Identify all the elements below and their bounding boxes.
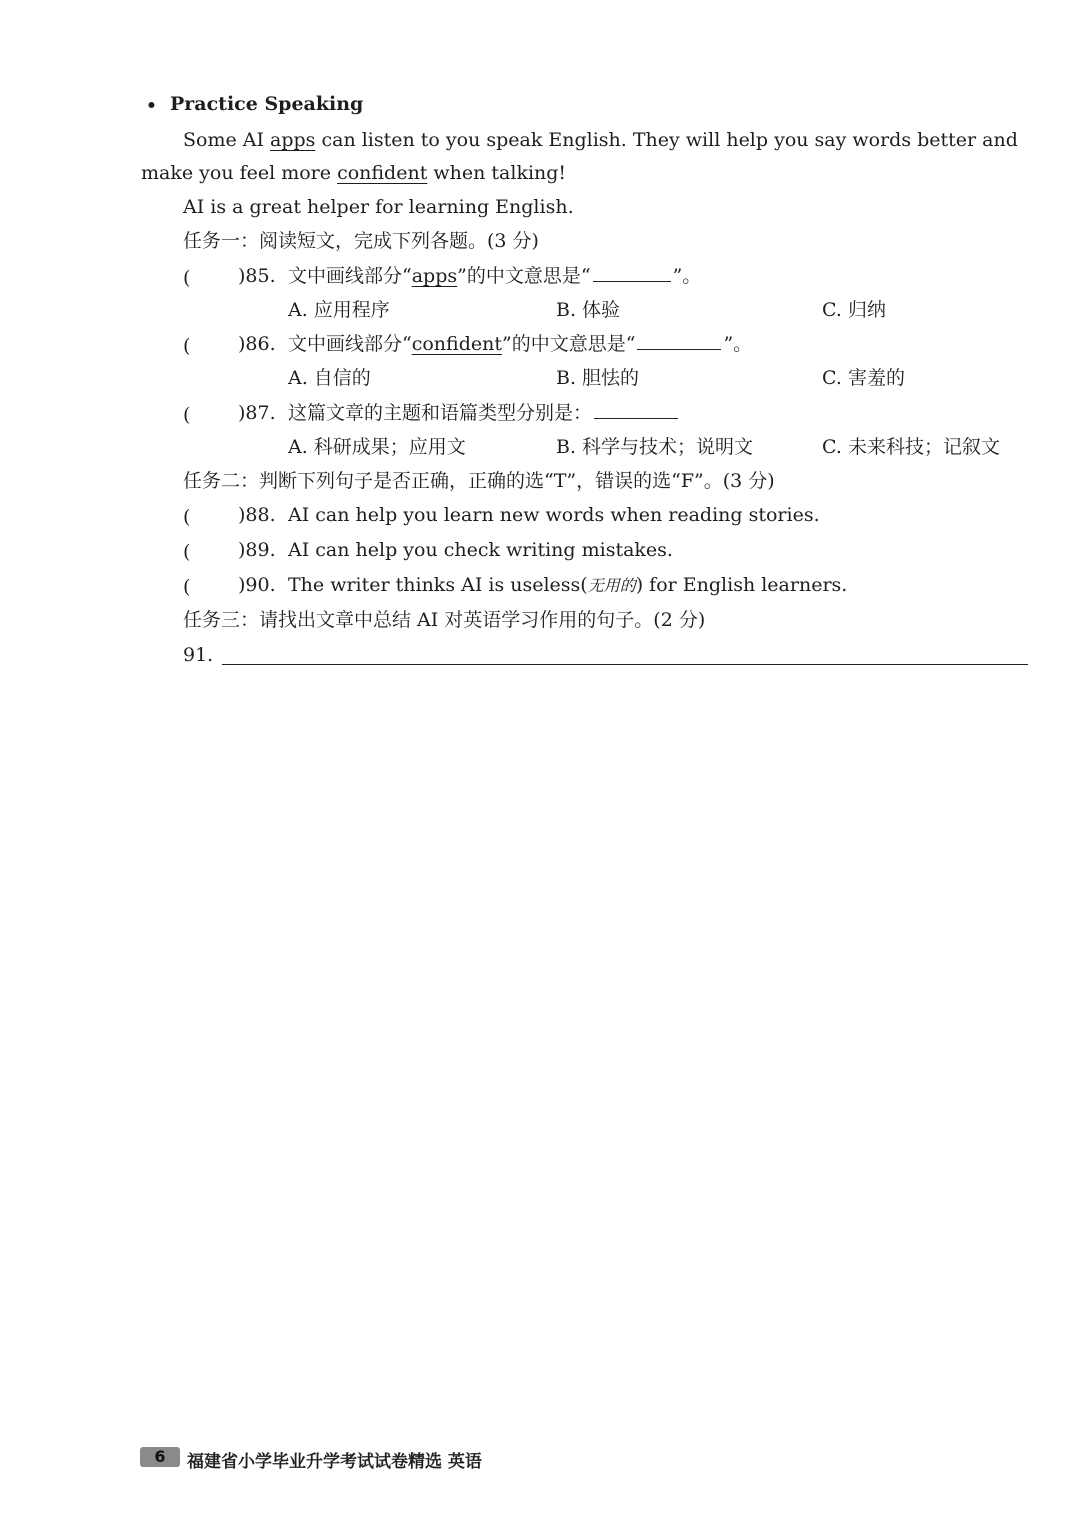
question-88-text: AI can help you learn new words when reading stories.: [288, 504, 820, 526]
bullet: •: [146, 96, 157, 116]
answer-paren[interactable]: (: [183, 404, 191, 426]
question-90-text: [288, 576, 847, 595]
question-89-text: AI can help you check writing mistakes.: [288, 539, 673, 561]
passage-text: can listen to you speak English. They will help you say words better and: [315, 129, 1018, 151]
passage-text: make you feel more: [141, 162, 338, 184]
option-c: C. 害羞的: [822, 367, 905, 389]
underlined-word: confident: [411, 333, 502, 355]
fill-blank[interactable]: [594, 417, 678, 419]
question-number: )90.: [238, 574, 276, 596]
option-c: C. 未来科技；记叙文: [822, 436, 1000, 458]
question-text: ”。: [672, 265, 702, 287]
question-text: ”的中文意思是“: [502, 333, 636, 355]
question-number: )87.: [238, 402, 276, 424]
underlined-word-apps: apps: [270, 129, 316, 151]
task2-title: 任务二：判断下列句子是否正确，正确的选“T”，错误的选“F”。(3 分): [183, 470, 775, 492]
question-number: )88.: [238, 504, 276, 526]
book-title: 福建省小学毕业升学考试试卷精选 英语: [187, 1452, 482, 1472]
answer-paren[interactable]: (: [183, 541, 191, 563]
question-87: [288, 404, 680, 423]
question-text: 这篇文章的主题和语篇类型分别是：: [288, 402, 593, 424]
passage-text: when talking!: [427, 162, 567, 184]
passage-line-1: [183, 131, 1018, 150]
underlined-word: apps: [411, 265, 458, 287]
question-number: 91.: [183, 644, 214, 666]
question-85: [288, 267, 701, 286]
question-text: ”的中文意思是“: [457, 265, 591, 287]
page-number-badge: 6: [140, 1447, 180, 1467]
question-86: [288, 335, 752, 354]
question-text: 文中画线部分“: [288, 333, 412, 355]
answer-paren[interactable]: (: [183, 267, 191, 289]
option-b: B. 体验: [556, 299, 621, 321]
answer-paren[interactable]: (: [183, 576, 191, 598]
question-number: )86.: [238, 333, 276, 355]
question-text: ”。: [723, 333, 753, 355]
fill-blank[interactable]: [637, 348, 721, 350]
passage-text: Some AI: [183, 129, 271, 151]
gloss-text: 无用的: [587, 576, 636, 595]
option-a: A. 科研成果；应用文: [288, 436, 466, 458]
question-text: The writer thinks AI is useless(: [288, 574, 588, 596]
task3-title: 任务三：请找出文章中总结 AI 对英语学习作用的句子。(2 分): [183, 609, 706, 631]
question-number: )85.: [238, 265, 276, 287]
passage-line-3: AI is a great helper for learning English.: [183, 196, 574, 218]
question-text: ) for English learners.: [635, 574, 848, 596]
answer-paren[interactable]: (: [183, 335, 191, 357]
section-heading: Practice Speaking: [170, 93, 364, 115]
option-a: A. 应用程序: [288, 299, 390, 321]
task1-title: 任务一：阅读短文，完成下列各题。(3 分): [183, 230, 539, 252]
option-b: B. 胆怯的: [556, 367, 640, 389]
answer-paren[interactable]: (: [183, 506, 191, 528]
fill-blank[interactable]: [593, 280, 671, 282]
answer-line[interactable]: [222, 664, 1028, 665]
question-text: 文中画线部分“: [288, 265, 412, 287]
underlined-word-confident: confident: [337, 162, 428, 184]
option-c: C. 归纳: [822, 299, 886, 321]
passage-line-2: [141, 164, 566, 183]
option-b: B. 科学与技术；说明文: [556, 436, 754, 458]
question-number: )89.: [238, 539, 276, 561]
option-a: A. 自信的: [288, 367, 371, 389]
